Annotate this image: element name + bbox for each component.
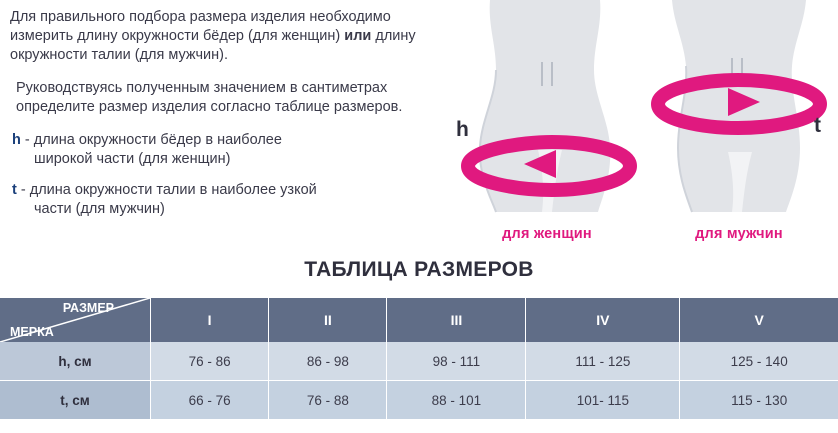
table-header-col-2: II bbox=[269, 298, 387, 342]
table-header-col-4: IV bbox=[526, 298, 680, 342]
table-row bbox=[0, 342, 838, 381]
table-header-col-5: V bbox=[680, 298, 838, 342]
table-header-col-3: III bbox=[387, 298, 526, 342]
table-header-row bbox=[0, 298, 838, 342]
table-header-col-1: I bbox=[151, 298, 269, 342]
female-marker-label: h bbox=[456, 118, 469, 141]
figure-male bbox=[644, 0, 834, 248]
legend-key-t: t bbox=[12, 182, 17, 198]
intro-paragraph-1 bbox=[10, 8, 450, 65]
male-torso-illustration bbox=[644, 0, 834, 248]
figures-block bbox=[452, 0, 838, 248]
legend-item-h bbox=[10, 131, 450, 169]
corner-size-label: РАЗМЕР bbox=[62, 301, 114, 315]
intro-paragraph-1-or: или bbox=[344, 28, 372, 44]
cell-t-1: 66 - 76 bbox=[151, 381, 269, 420]
cell-h-2: 86 - 98 bbox=[269, 342, 387, 381]
female-torso-illustration bbox=[452, 0, 642, 248]
male-marker-label: t bbox=[814, 114, 821, 137]
legend-continuation-t: части (для мужчин) bbox=[34, 201, 165, 217]
intro-paragraph-2: Руководствуясь полученным значением в сантиметрах определите размер изделия согласно таблице размеров. bbox=[16, 80, 403, 115]
cell-t-2: 76 - 88 bbox=[269, 381, 387, 420]
legend-key-h: h bbox=[12, 132, 21, 148]
intro-paragraph-1-part1: Для правильного подбора размера изделия необходимо измерить длину окружности бёдер (для женщин) bbox=[10, 9, 391, 44]
legend-text-h: - длина окружности бёдер в наиболее bbox=[20, 132, 282, 148]
row-label-t: t, см bbox=[0, 381, 151, 420]
figure-female bbox=[452, 0, 642, 248]
cell-t-4: 101- 115 bbox=[526, 381, 680, 420]
table-row bbox=[0, 381, 838, 420]
legend-text-t: - длина окружности талии в наиболее узкой bbox=[16, 182, 317, 198]
table-corner-cell bbox=[0, 298, 151, 342]
figure-female-caption: для женщин bbox=[502, 226, 592, 242]
row-label-h: h, см bbox=[0, 342, 151, 381]
cell-h-3: 98 - 111 bbox=[387, 342, 526, 381]
cell-h-4: 111 - 125 bbox=[526, 342, 680, 381]
table-title: ТАБЛИЦА РАЗМЕРОВ bbox=[304, 258, 534, 281]
legend-item-t bbox=[10, 181, 450, 219]
legend-block bbox=[10, 131, 450, 219]
corner-measure-label: МЕРКА bbox=[10, 325, 54, 339]
cell-t-5: 115 - 130 bbox=[680, 381, 838, 420]
legend-continuation-h: широкой части (для женщин) bbox=[34, 151, 231, 167]
intro-text-block bbox=[10, 8, 450, 231]
cell-t-3: 88 - 101 bbox=[387, 381, 526, 420]
cell-h-5: 125 - 140 bbox=[680, 342, 838, 381]
intro-paragraph-1-part2: длину окружности талии (для мужчин). bbox=[10, 28, 416, 63]
size-table bbox=[0, 298, 838, 420]
figure-male-caption: для мужчин bbox=[695, 226, 783, 242]
cell-h-1: 76 - 86 bbox=[151, 342, 269, 381]
